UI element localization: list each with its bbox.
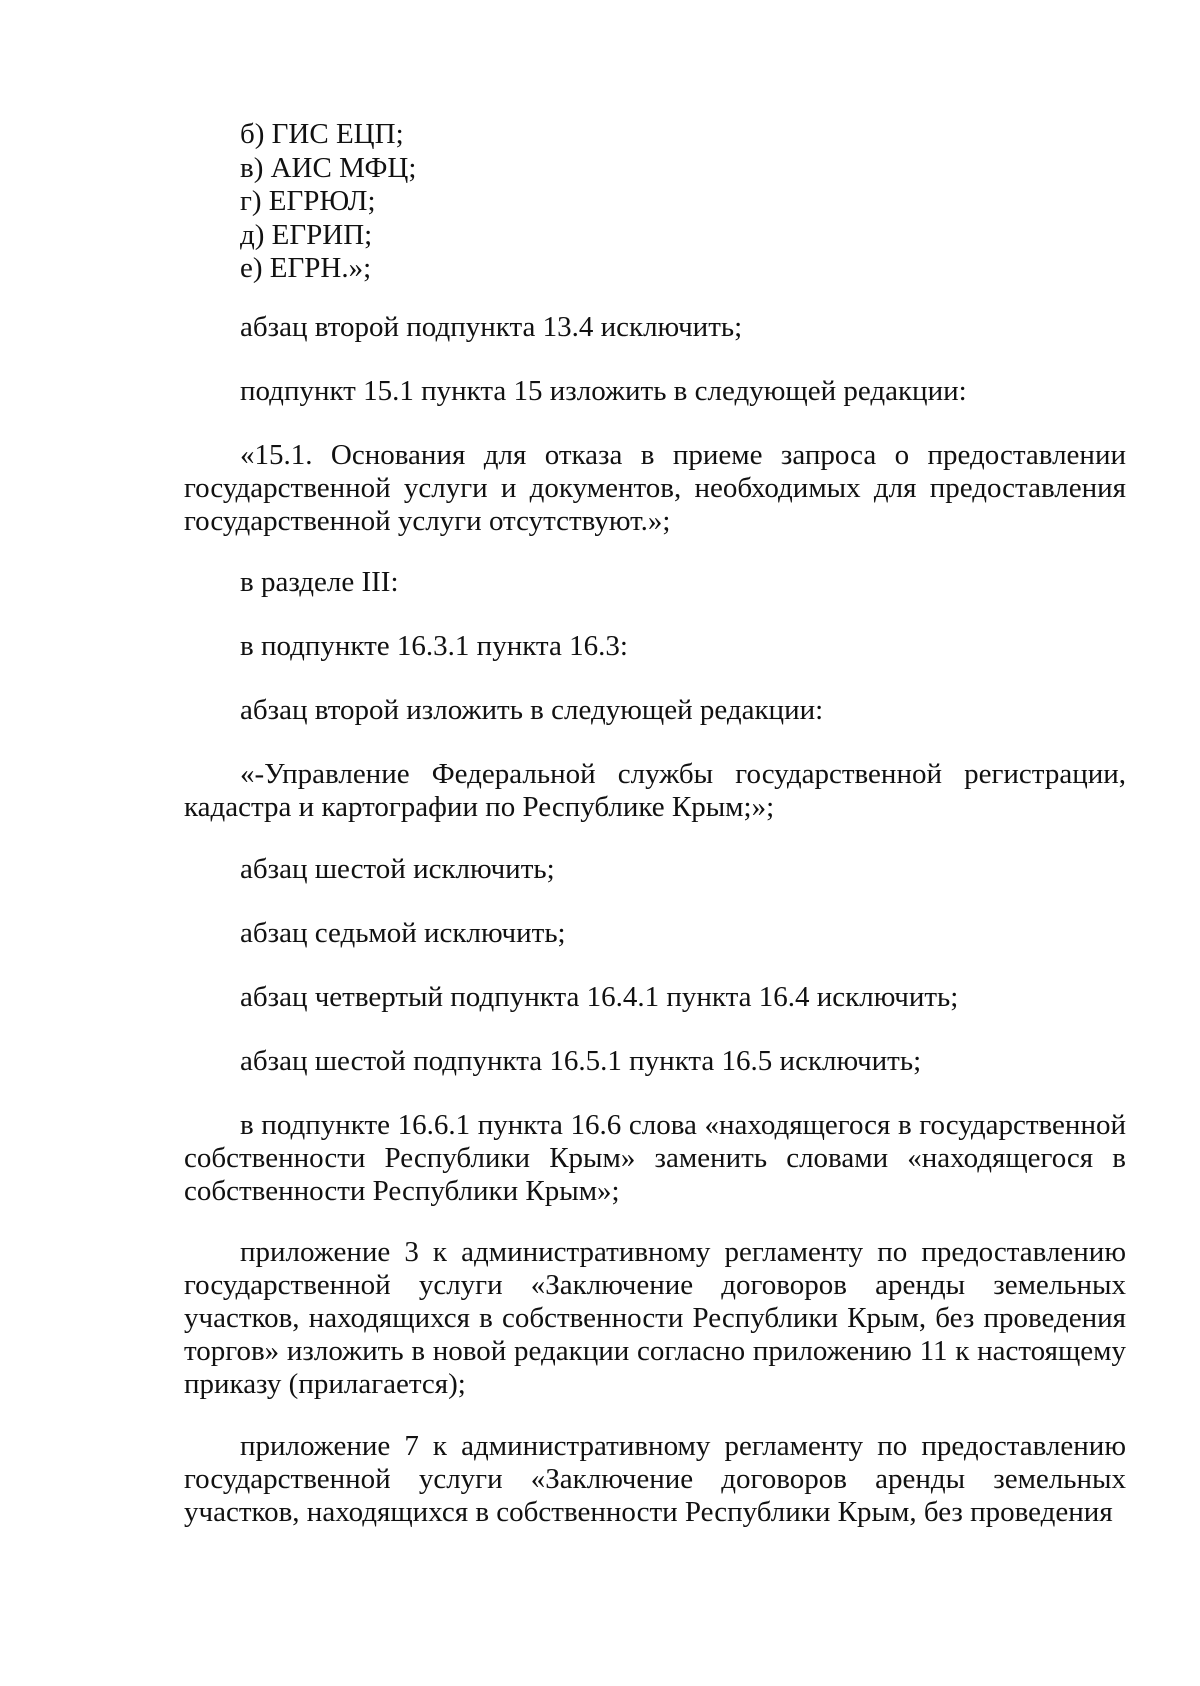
list-item: в) АИС МФЦ; [240, 151, 417, 184]
paragraph: абзац шестой подпункта 16.5.1 пункта 16.5 исключить; [240, 1045, 922, 1077]
paragraph: «15.1. Основания для отказа в приеме запроса о предоставлении государственной услуги и документов, необходимых для предоставления государственной услуги отсутствуют.»; [184, 439, 1126, 537]
paragraph: «-Управление Федеральной службы государственной регистрации, кадастра и картографии по Республике Крым;»; [184, 758, 1126, 823]
list-item: д) ЕГРИП; [240, 218, 373, 251]
list-item: е) ЕГРН.»; [240, 252, 372, 284]
paragraph: в подпункте 16.6.1 пункта 16.6 слова «находящегося в государственной собственности Республики Крым» заменить словами «находящегося в собственности Республики Крым»; [184, 1109, 1126, 1207]
source-list [240, 118, 416, 286]
list-item: г) ЕГРЮЛ; [240, 185, 376, 217]
paragraph: приложение 7 к административному регламенту по предоставлению государственной услуги «Заключение договоров аренды земельных участков, находящихся в собственности Республики Крым, без проведения [184, 1430, 1126, 1528]
paragraph: в подпункте 16.3.1 пункта 16.3: [240, 630, 628, 662]
paragraph: абзац второй изложить в следующей редакции: [240, 694, 824, 726]
paragraph: абзац шестой исключить; [240, 853, 555, 885]
paragraph: подпункт 15.1 пункта 15 изложить в следующей редакции: [240, 375, 967, 407]
paragraph: приложение 3 к административному регламенту по предоставлению государственной услуги «Заключение договоров аренды земельных участков, находящихся в собственности Республики Крым, без проведения торгов» изложить в новой редакции согласно приложению 11 к настоящему приказу (прилагается); [184, 1236, 1126, 1400]
paragraph: абзац седьмой исключить; [240, 917, 566, 949]
paragraph: абзац четвертый подпункта 16.4.1 пункта 16.4 исключить; [240, 981, 959, 1013]
list-item: б) ГИС ЕЦП; [240, 118, 404, 150]
paragraph: абзац второй подпункта 13.4 исключить; [240, 311, 743, 343]
paragraph: в разделе III: [240, 566, 399, 598]
